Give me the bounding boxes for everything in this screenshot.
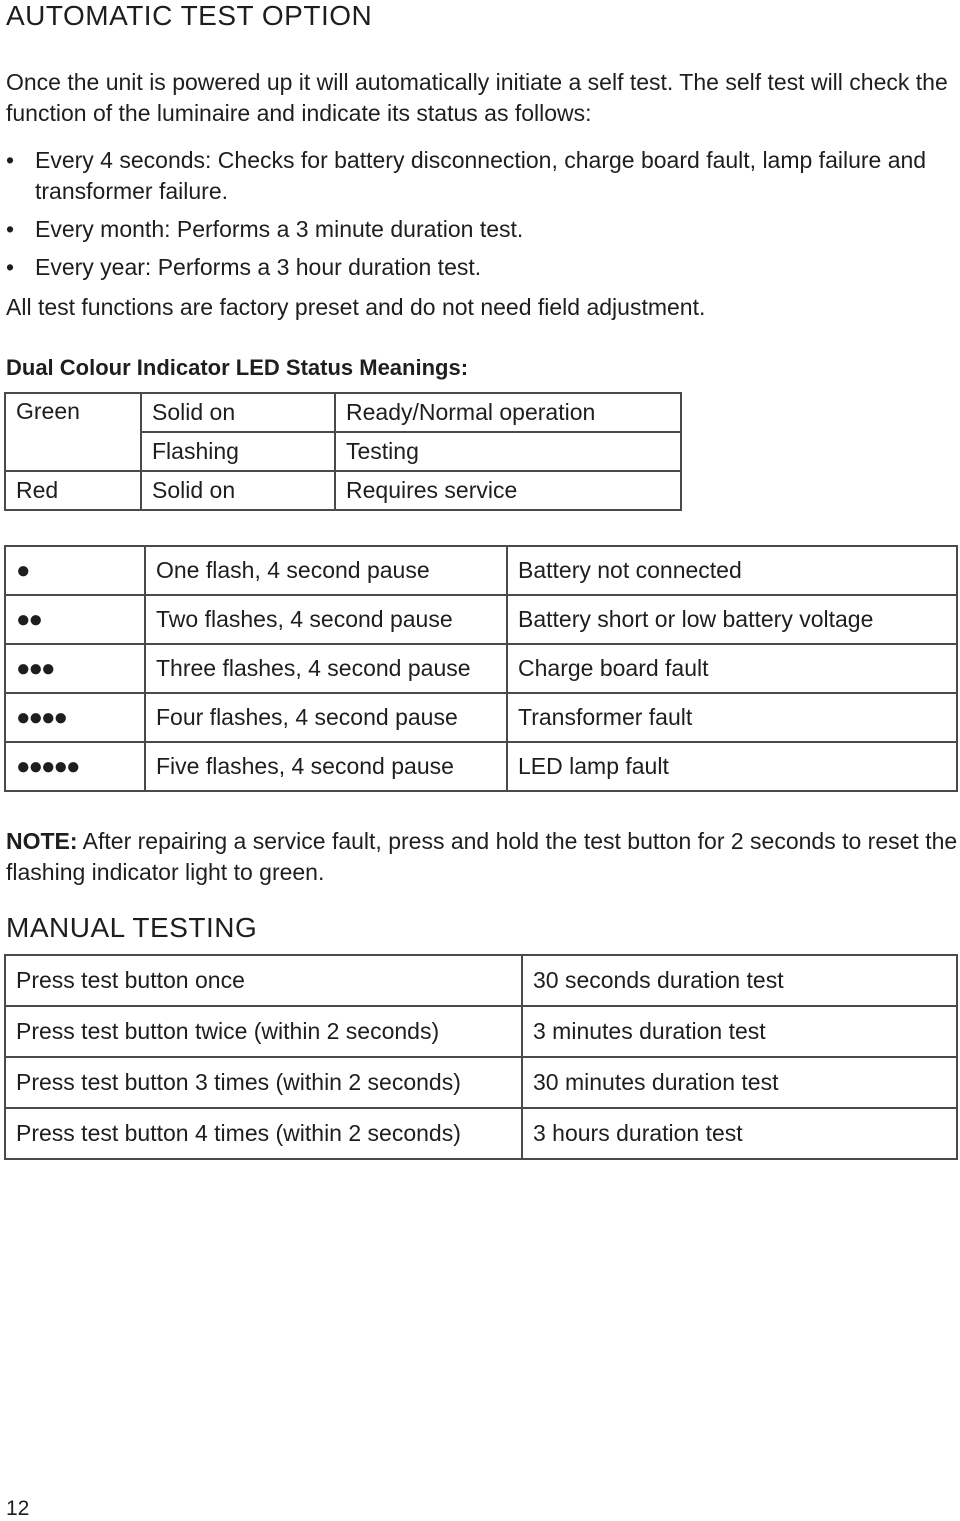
bullet-icon: • xyxy=(6,147,15,173)
intro-paragraph: Once the unit is powered up it will automatically initiate a self test. The self test will check the function of the luminaire and indicate its status as follows: xyxy=(6,69,948,126)
meaning-cell: Charge board fault xyxy=(507,644,957,693)
pattern-cell: Two flashes, 4 second pause xyxy=(145,595,507,644)
flash-dots-icon: ●●●●● xyxy=(5,742,145,791)
pattern-cell: Four flashes, 4 second pause xyxy=(145,693,507,742)
list-item: • Every 4 seconds: Checks for battery disconnection, charge board fault, lamp failure and transformer failure. xyxy=(6,147,927,204)
meaning-cell: Testing xyxy=(335,432,681,471)
list-item: • Every year: Performs a 3 hour duration test. xyxy=(6,252,946,283)
flash-dots-icon: ●●●● xyxy=(5,693,145,742)
table-row xyxy=(5,742,957,791)
page-number: 12 xyxy=(6,1497,30,1520)
state-cell: Solid on xyxy=(141,471,335,510)
list-item: • Every month: Performs a 3 minute duration test. xyxy=(6,214,946,245)
flash-dots-icon: ●●● xyxy=(5,644,145,693)
bullet-icon: • xyxy=(6,254,15,280)
action-cell: Press test button 3 times (within 2 seconds) xyxy=(5,1057,522,1108)
action-cell: Press test button twice (within 2 seconds) xyxy=(5,1006,522,1057)
table-row xyxy=(5,595,957,644)
meaning-cell: Requires service xyxy=(335,471,681,510)
pattern-cell: Three flashes, 4 second pause xyxy=(145,644,507,693)
preset-note: All test functions are factory preset and do not need field adjustment. xyxy=(6,294,706,320)
action-cell: Press test button 4 times (within 2 seconds) xyxy=(5,1108,522,1159)
note-label: NOTE: xyxy=(6,828,78,854)
dual-colour-heading: Dual Colour Indicator LED Status Meanings: xyxy=(6,355,469,380)
colour-cell: Red xyxy=(5,471,141,510)
flash-code-table xyxy=(4,545,958,792)
led-status-table xyxy=(4,392,682,511)
meaning-cell: LED lamp fault xyxy=(507,742,957,791)
table-row xyxy=(5,693,957,742)
meaning-cell: Transformer fault xyxy=(507,693,957,742)
meaning-cell: Battery short or low battery voltage xyxy=(507,595,957,644)
state-cell: Flashing xyxy=(141,432,335,471)
manual-test-table xyxy=(4,954,958,1160)
table-row xyxy=(5,955,957,1006)
colour-cell: Green xyxy=(5,393,141,471)
meaning-cell: Battery not connected xyxy=(507,546,957,595)
action-cell: Press test button once xyxy=(5,955,522,1006)
meaning-cell: Ready/Normal operation xyxy=(335,393,681,432)
flash-dots-icon: ● xyxy=(5,546,145,595)
flash-dots-icon: ●● xyxy=(5,595,145,644)
note-text: After repairing a service fault, press and hold the test button for 2 seconds to reset the flashing indicator light to green. xyxy=(6,828,958,885)
bullet-icon: • xyxy=(6,216,15,242)
reset-note xyxy=(6,826,958,888)
result-cell: 30 minutes duration test xyxy=(522,1057,957,1108)
result-cell: 3 minutes duration test xyxy=(522,1006,957,1057)
manual-testing-title: MANUAL TESTING xyxy=(6,912,258,943)
pattern-cell: Five flashes, 4 second pause xyxy=(145,742,507,791)
table-row xyxy=(5,1057,957,1108)
automatic-test-title: AUTOMATIC TEST OPTION xyxy=(6,0,373,31)
table-row xyxy=(5,1006,957,1057)
table-row xyxy=(5,471,681,510)
pattern-cell: One flash, 4 second pause xyxy=(145,546,507,595)
result-cell: 3 hours duration test xyxy=(522,1108,957,1159)
table-row xyxy=(5,393,681,432)
table-row xyxy=(5,1108,957,1159)
result-cell: 30 seconds duration test xyxy=(522,955,957,1006)
table-row xyxy=(5,644,957,693)
self-test-schedule-list xyxy=(6,145,946,290)
state-cell: Solid on xyxy=(141,393,335,432)
table-row xyxy=(5,546,957,595)
